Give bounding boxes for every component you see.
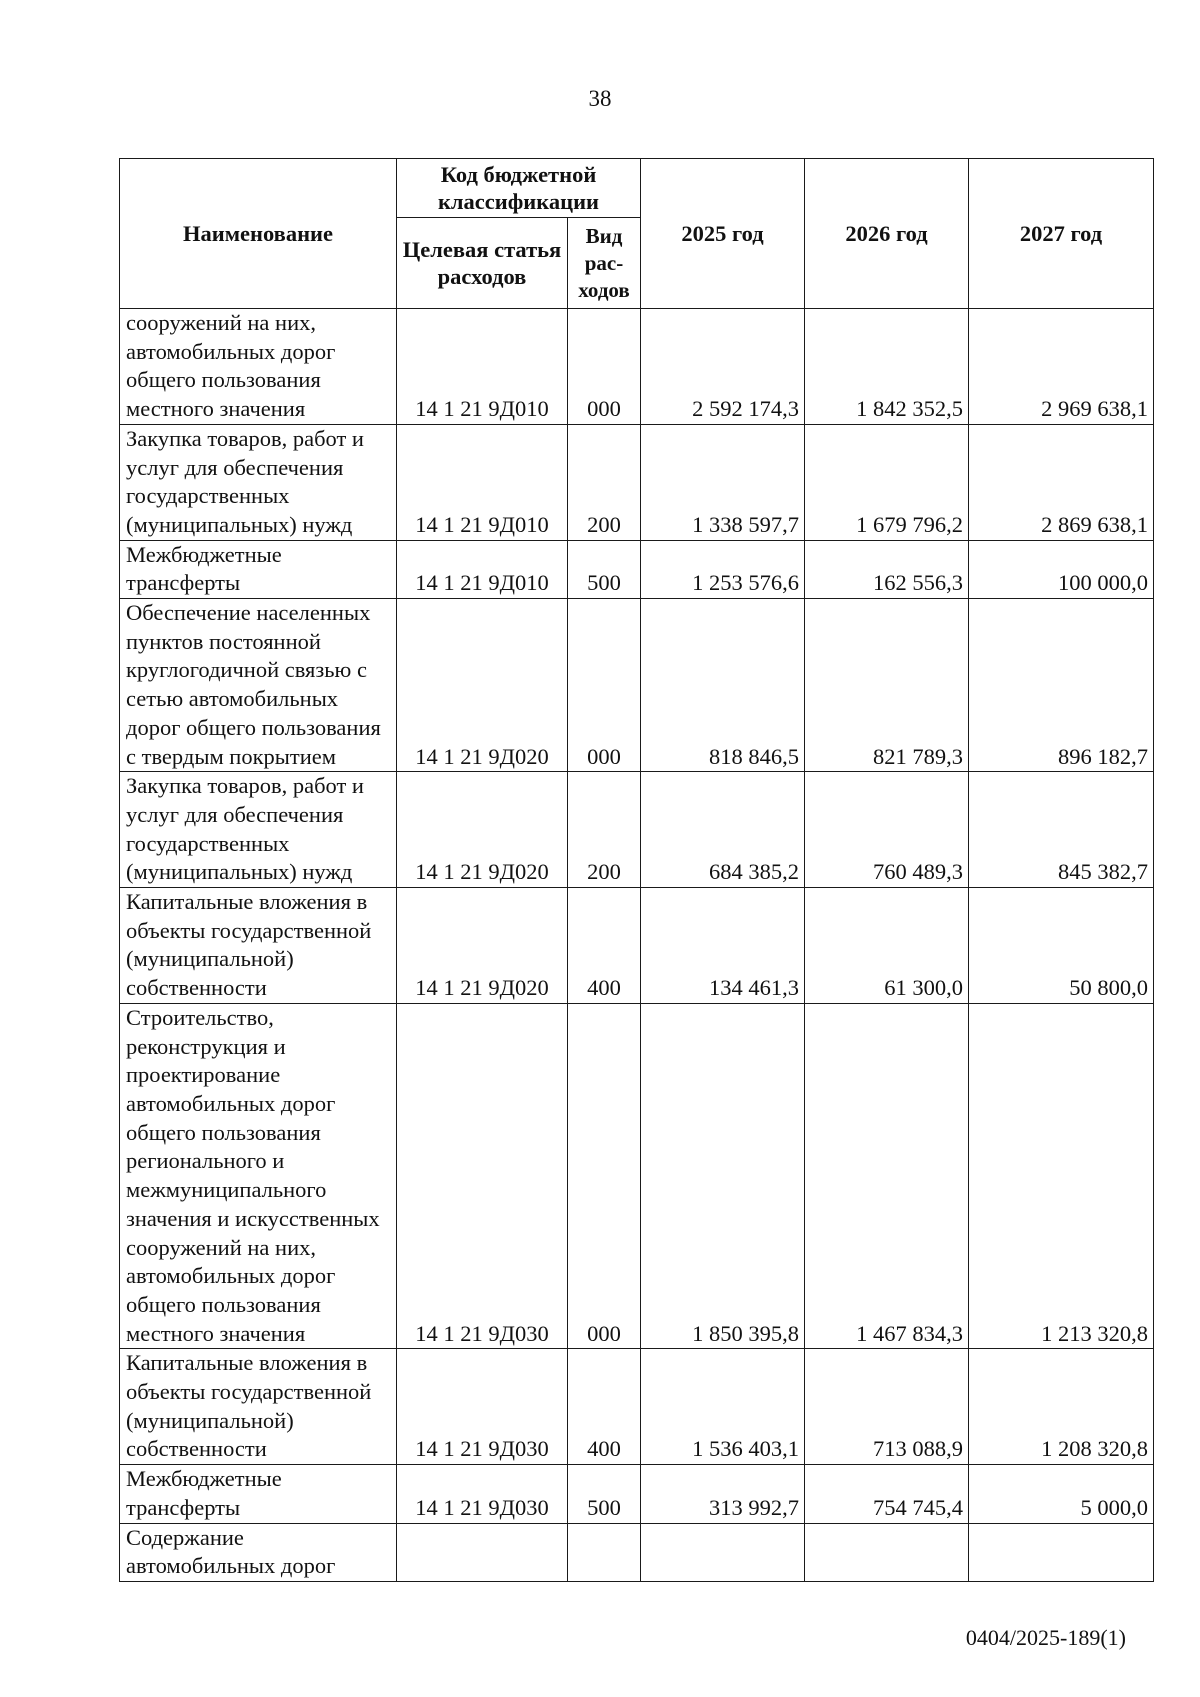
header-name: Наименование [120, 159, 397, 309]
row-2027-cell [969, 1523, 1154, 1581]
row-2026-cell: 162 556,3 [805, 540, 969, 598]
row-2025-cell: 1 850 395,8 [641, 1003, 805, 1348]
row-expense-kind-cell: 400 [568, 888, 641, 1004]
row-target-article-cell: 14 1 21 9Д030 [397, 1349, 568, 1465]
row-name-cell: Капитальные вложения в объекты государственной (муниципальной) собственности [120, 888, 397, 1004]
row-name-cell: сооружений на них, автомобильных дорог общего пользования местного значения [120, 309, 397, 425]
table-row [120, 424, 1154, 540]
row-2027-cell: 1 213 320,8 [969, 1003, 1154, 1348]
row-expense-kind-cell [568, 1523, 641, 1581]
row-name-cell: Обеспечение населенных пунктов постоянной круглогодичной связью с сетью автомобильных дорог общего пользования с твердым покрытием [120, 599, 397, 772]
row-2027-cell: 100 000,0 [969, 540, 1154, 598]
row-2025-cell: 1 536 403,1 [641, 1349, 805, 1465]
row-target-article-cell: 14 1 21 9Д010 [397, 424, 568, 540]
row-2025-cell: 818 846,5 [641, 599, 805, 772]
table-row [120, 1523, 1154, 1581]
row-2025-cell [641, 1523, 805, 1581]
row-target-article-cell: 14 1 21 9Д030 [397, 1003, 568, 1348]
row-expense-kind-cell: 000 [568, 309, 641, 425]
row-name-cell: Капитальные вложения в объекты государственной (муниципальной) собственности [120, 1349, 397, 1465]
header-2026: 2026 год [805, 159, 969, 309]
row-name-cell: Содержание автомобильных дорог [120, 1523, 397, 1581]
table-header [120, 159, 1154, 309]
row-2026-cell: 754 745,4 [805, 1465, 969, 1523]
row-expense-kind-cell: 000 [568, 599, 641, 772]
table-row [120, 540, 1154, 598]
row-2026-cell [805, 1523, 969, 1581]
row-target-article-cell: 14 1 21 9Д010 [397, 540, 568, 598]
row-target-article-cell: 14 1 21 9Д020 [397, 599, 568, 772]
table-body [120, 309, 1154, 1582]
row-2027-cell: 896 182,7 [969, 599, 1154, 772]
row-target-article-cell: 14 1 21 9Д020 [397, 888, 568, 1004]
row-expense-kind-cell: 200 [568, 424, 641, 540]
row-name-cell: Межбюджетные трансферты [120, 540, 397, 598]
row-expense-kind-cell: 200 [568, 772, 641, 888]
header-budget-code-group: Код бюджетной классификации [397, 159, 641, 218]
row-expense-kind-cell: 500 [568, 540, 641, 598]
row-2027-cell: 1 208 320,8 [969, 1349, 1154, 1465]
row-2027-cell: 5 000,0 [969, 1465, 1154, 1523]
row-expense-kind-cell: 400 [568, 1349, 641, 1465]
header-2027: 2027 год [969, 159, 1154, 309]
table-row [120, 1349, 1154, 1465]
row-2026-cell: 61 300,0 [805, 888, 969, 1004]
header-expense-kind: Вид рас-ходов [568, 218, 641, 309]
row-2026-cell: 1 467 834,3 [805, 1003, 969, 1348]
row-2025-cell: 1 253 576,6 [641, 540, 805, 598]
row-target-article-cell: 14 1 21 9Д020 [397, 772, 568, 888]
row-target-article-cell: 14 1 21 9Д030 [397, 1465, 568, 1523]
table-row [120, 772, 1154, 888]
row-name-cell: Строительство, реконструкция и проектирование автомобильных дорог общего пользования регионального и межмуниципального значения и искусственных сооружений на них, автомобильных дорог общего пользования местного значения [120, 1003, 397, 1348]
row-2026-cell: 713 088,9 [805, 1349, 969, 1465]
row-expense-kind-cell: 500 [568, 1465, 641, 1523]
table-row [120, 1465, 1154, 1523]
row-2025-cell: 134 461,3 [641, 888, 805, 1004]
row-2025-cell: 684 385,2 [641, 772, 805, 888]
row-target-article-cell: 14 1 21 9Д010 [397, 309, 568, 425]
row-2025-cell: 2 592 174,3 [641, 309, 805, 425]
row-target-article-cell [397, 1523, 568, 1581]
row-2025-cell: 1 338 597,7 [641, 424, 805, 540]
row-name-cell: Межбюджетные трансферты [120, 1465, 397, 1523]
row-name-cell: Закупка товаров, работ и услуг для обеспечения государственных (муниципальных) нужд [120, 772, 397, 888]
row-name-cell: Закупка товаров, работ и услуг для обеспечения государственных (муниципальных) нужд [120, 424, 397, 540]
row-2026-cell: 821 789,3 [805, 599, 969, 772]
table-row [120, 1003, 1154, 1348]
row-2027-cell: 2 969 638,1 [969, 309, 1154, 425]
document-code: 0404/2025-189(1) [965, 1625, 1126, 1650]
table-row [120, 599, 1154, 772]
row-2025-cell: 313 992,7 [641, 1465, 805, 1523]
row-2027-cell: 2 869 638,1 [969, 424, 1154, 540]
row-2026-cell: 760 489,3 [805, 772, 969, 888]
page-number: 38 [588, 86, 612, 111]
row-2026-cell: 1 842 352,5 [805, 309, 969, 425]
table-row [120, 309, 1154, 425]
row-2027-cell: 845 382,7 [969, 772, 1154, 888]
row-expense-kind-cell: 000 [568, 1003, 641, 1348]
table-row [120, 888, 1154, 1004]
header-target-article: Целевая статья расходов [397, 218, 568, 309]
header-2025: 2025 год [641, 159, 805, 309]
budget-table [119, 158, 1154, 1582]
row-2027-cell: 50 800,0 [969, 888, 1154, 1004]
row-2026-cell: 1 679 796,2 [805, 424, 969, 540]
